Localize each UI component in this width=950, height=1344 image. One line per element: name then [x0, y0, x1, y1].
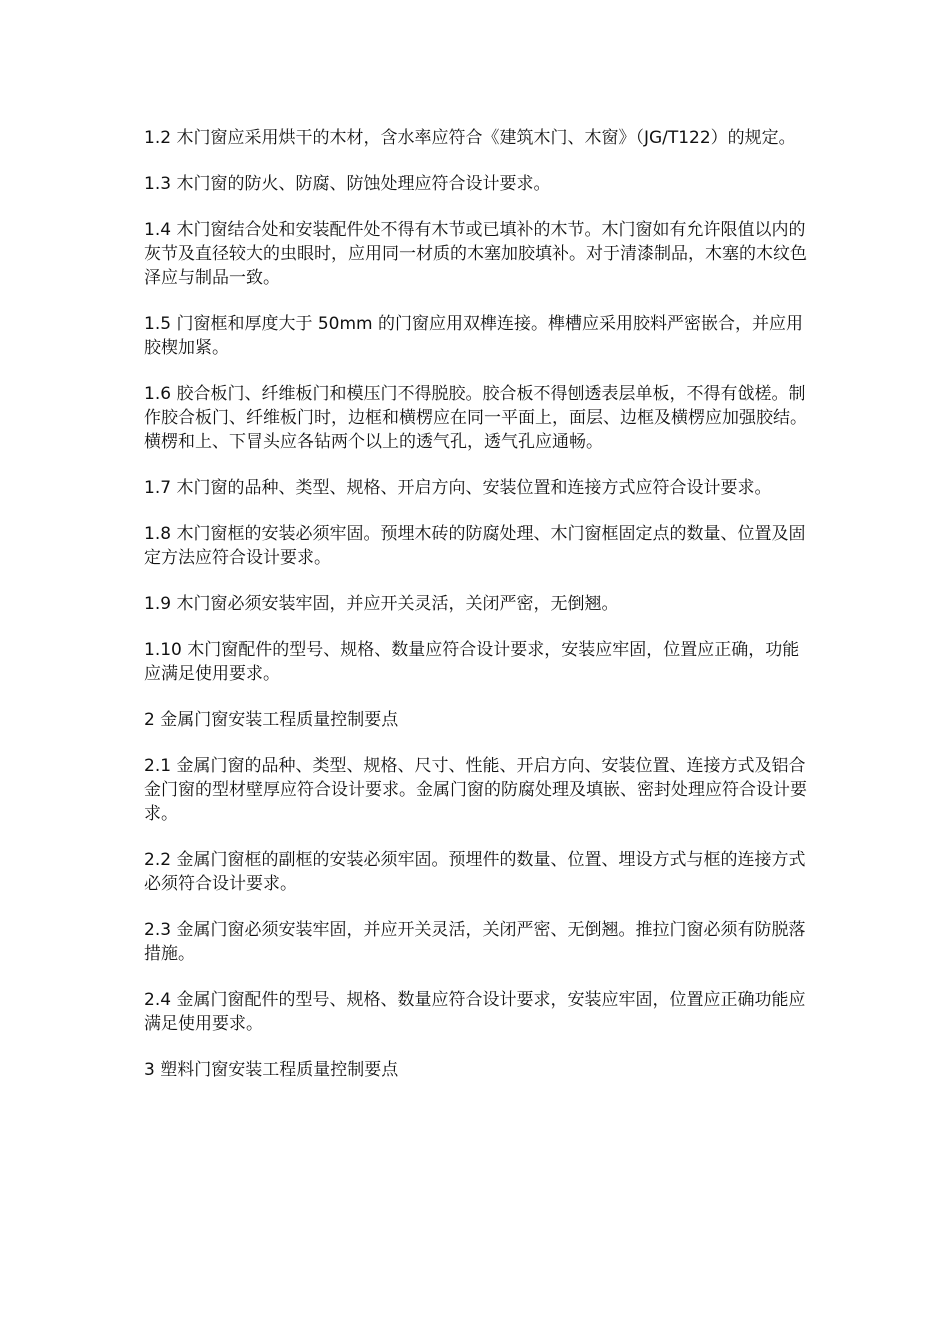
paragraph-1-7: 1.7 木门窗的品种、类型、规格、开启方向、安装位置和连接方式应符合设计要求。 — [144, 478, 772, 498]
paragraph-1-2: 1.2 木门窗应采用烘干的木材，含水率应符合《建筑木门、木窗》（JG/T122）的规定。 — [144, 128, 796, 148]
paragraph-2-2: 2.2 金属门窗框的副框的安装必须牢固。预埋件的数量、位置、埋设方式与框的连接方式必须符合设计要求。 — [144, 850, 806, 894]
section-heading-3: 3 塑料门窗安装工程质量控制要点 — [144, 1060, 399, 1080]
paragraph-1-10: 1.10 木门窗配件的型号、规格、数量应符合设计要求，安装应牢固，位置应正确，功能应满足使用要求。 — [144, 640, 800, 684]
paragraph-1-6: 1.6 胶合板门、纤维板门和模压门不得脱胶。胶合板不得刨透表层单板，不得有戗槎。制作胶合板门、纤维板门时，边框和横楞应在同一平面上，面层、边框及横楞应加强胶结。横楞和上、下冒头应各钻两个以上的透气孔，透气孔应通畅。 — [144, 384, 807, 452]
document-body — [144, 126, 812, 1104]
paragraph-1-8: 1.8 木门窗框的安装必须牢固。预埋木砖的防腐处理、木门窗框固定点的数量、位置及固定方法应符合设计要求。 — [144, 524, 806, 568]
paragraph-2-1: 2.1 金属门窗的品种、类型、规格、尺寸、性能、开启方向、安装位置、连接方式及铝合金门窗的型材壁厚应符合设计要求。金属门窗的防腐处理及填嵌、密封处理应符合设计要求。 — [144, 756, 807, 824]
paragraph-2-3: 2.3 金属门窗必须安装牢固，并应开关灵活，关闭严密、无倒翘。推拉门窗必须有防脱落措施。 — [144, 920, 806, 964]
paragraph-1-5: 1.5 门窗框和厚度大于 50mm 的门窗应用双榫连接。榫槽应采用胶料严密嵌合，并应用胶楔加紧。 — [144, 314, 803, 358]
paragraph-1-3: 1.3 木门窗的防火、防腐、防蚀处理应符合设计要求。 — [144, 174, 551, 194]
paragraph-1-9: 1.9 木门窗必须安装牢固，并应开关灵活，关闭严密，无倒翘。 — [144, 594, 619, 614]
paragraph-2-4: 2.4 金属门窗配件的型号、规格、数量应符合设计要求，安装应牢固，位置应正确功能应满足使用要求。 — [144, 990, 806, 1034]
section-heading-2: 2 金属门窗安装工程质量控制要点 — [144, 710, 399, 730]
paragraph-1-4: 1.4 木门窗结合处和安装配件处不得有木节或已填补的木节。木门窗如有允许限值以内的灰节及直径较大的虫眼时，应用同一材质的木塞加胶填补。对于清漆制品，木塞的木纹色泽应与制品一致。 — [144, 220, 807, 288]
